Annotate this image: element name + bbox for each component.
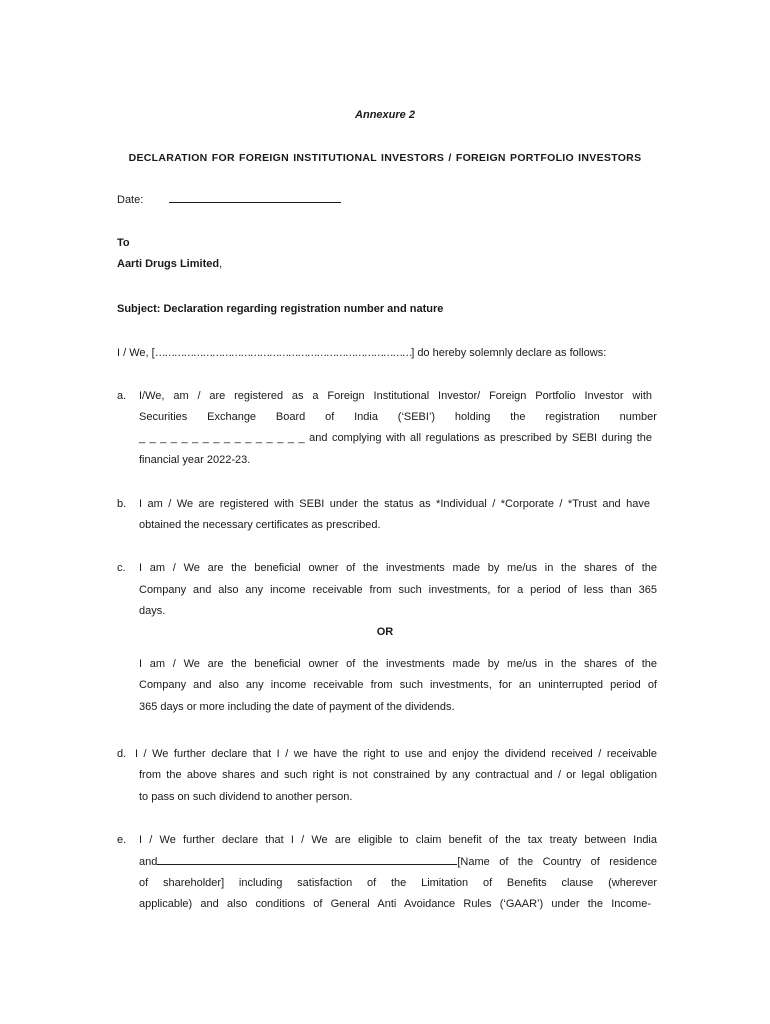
- declaration-heading: DECLARATION FOR FOREIGN INSTITUTIONAL INVESTORS / FOREIGN PORTFOLIO INVESTORS: [128, 152, 642, 164]
- item-e-line-1: I / We further declare that I / We are eligible to claim benefit of the tax treaty between India: [139, 834, 657, 846]
- item-c-marker: c.: [117, 562, 126, 574]
- item-c-alt-line-3: 365 days or more including the date of payment of the dividends.: [139, 701, 455, 713]
- item-a-word: India: [354, 411, 378, 423]
- date-row: [117, 193, 341, 206]
- or-separator: OR: [376, 626, 394, 638]
- item-e-marker: e.: [117, 834, 127, 846]
- item-b-marker: b.: [117, 498, 127, 510]
- item-a-line-2: [139, 411, 657, 423]
- item-a-word: Board: [275, 411, 306, 423]
- item-c-line-1: I am / We are the beneficial owner of the investments made by me/us in the shares of the: [139, 562, 657, 574]
- item-b-line-2: obtained the necessary certificates as prescribed.: [139, 519, 381, 531]
- date-blank-line: [169, 193, 341, 203]
- item-a-marker: a.: [117, 390, 127, 402]
- item-d-line-2: from the above shares and such right is not constrained by any contractual and / or legal obligation: [139, 769, 657, 781]
- country-blank-line: [157, 855, 457, 865]
- subject-line: Subject: Declaration regarding registration number and nature: [117, 303, 444, 315]
- item-c-line-3: days.: [139, 605, 166, 617]
- item-a-word: of: [325, 411, 335, 423]
- item-c-alt-line-2: Company and also any income receivable from such investments, for an uninterrupted period of: [139, 679, 657, 691]
- item-d-line-1: I / We further declare that I / we have the right to use and enjoy the dividend received / receivable: [135, 748, 657, 760]
- item-a-word: Exchange: [207, 411, 257, 423]
- item-a-word: holding: [454, 411, 491, 423]
- item-a-word: registration: [545, 411, 600, 423]
- intro-line: [117, 347, 606, 359]
- company-name: Aarti Drugs Limited: [117, 258, 220, 270]
- item-a-word: the: [510, 411, 526, 423]
- company-suffix: ,: [219, 258, 223, 270]
- item-a-line-3: _ _ _ _ _ _ _ _ _ _ _ _ _ _ _ _ and complying with all regulations as prescribed by SEBI during the: [139, 432, 652, 444]
- item-c-alt-line-1: I am / We are the beneficial owner of the investments made by me/us in the shares of the: [139, 658, 657, 670]
- date-label: Date:: [117, 194, 144, 206]
- item-d-line-3: to pass on such dividend to another person.: [139, 791, 353, 803]
- item-a-word: number: [619, 411, 657, 423]
- to-label: To: [117, 237, 130, 249]
- item-e-line-4: applicable) and also conditions of General Anti Avoidance Rules (‘GAAR’) under the Income-: [139, 898, 651, 910]
- recipient-row: [117, 258, 222, 270]
- annexure-title: Annexure 2: [355, 109, 415, 121]
- item-e-line-2-suffix: [Name of the Country of residence: [457, 856, 657, 868]
- item-e-line-2-prefix: and: [139, 856, 158, 868]
- item-e-line-2: [139, 855, 657, 868]
- item-e-line-3: of shareholder] including satisfaction of the Limitation of Benefits clause (wherever: [139, 877, 657, 889]
- intro-prefix: I / We, [: [117, 347, 155, 359]
- item-b-line-1: I am / We are registered with SEBI under the status as *Individual / *Corporate / *Trust and have: [139, 498, 650, 510]
- intro-dots: ………………………………………………………………………: [154, 347, 412, 359]
- item-a-word: (‘SEBI’): [397, 411, 436, 423]
- item-a-word: Securities: [139, 411, 188, 423]
- intro-suffix: ] do hereby solemnly declare as follows:: [411, 347, 607, 359]
- item-a-line-1: I/We, am / are registered as a Foreign Institutional Investor/ Foreign Portfolio Investor with: [139, 390, 652, 402]
- item-d-marker: d.: [117, 748, 127, 760]
- item-c-line-2: Company and also any income receivable from such investments, for a period of less than 365: [139, 584, 657, 596]
- item-a-line-4: financial year 2022-23.: [139, 454, 251, 466]
